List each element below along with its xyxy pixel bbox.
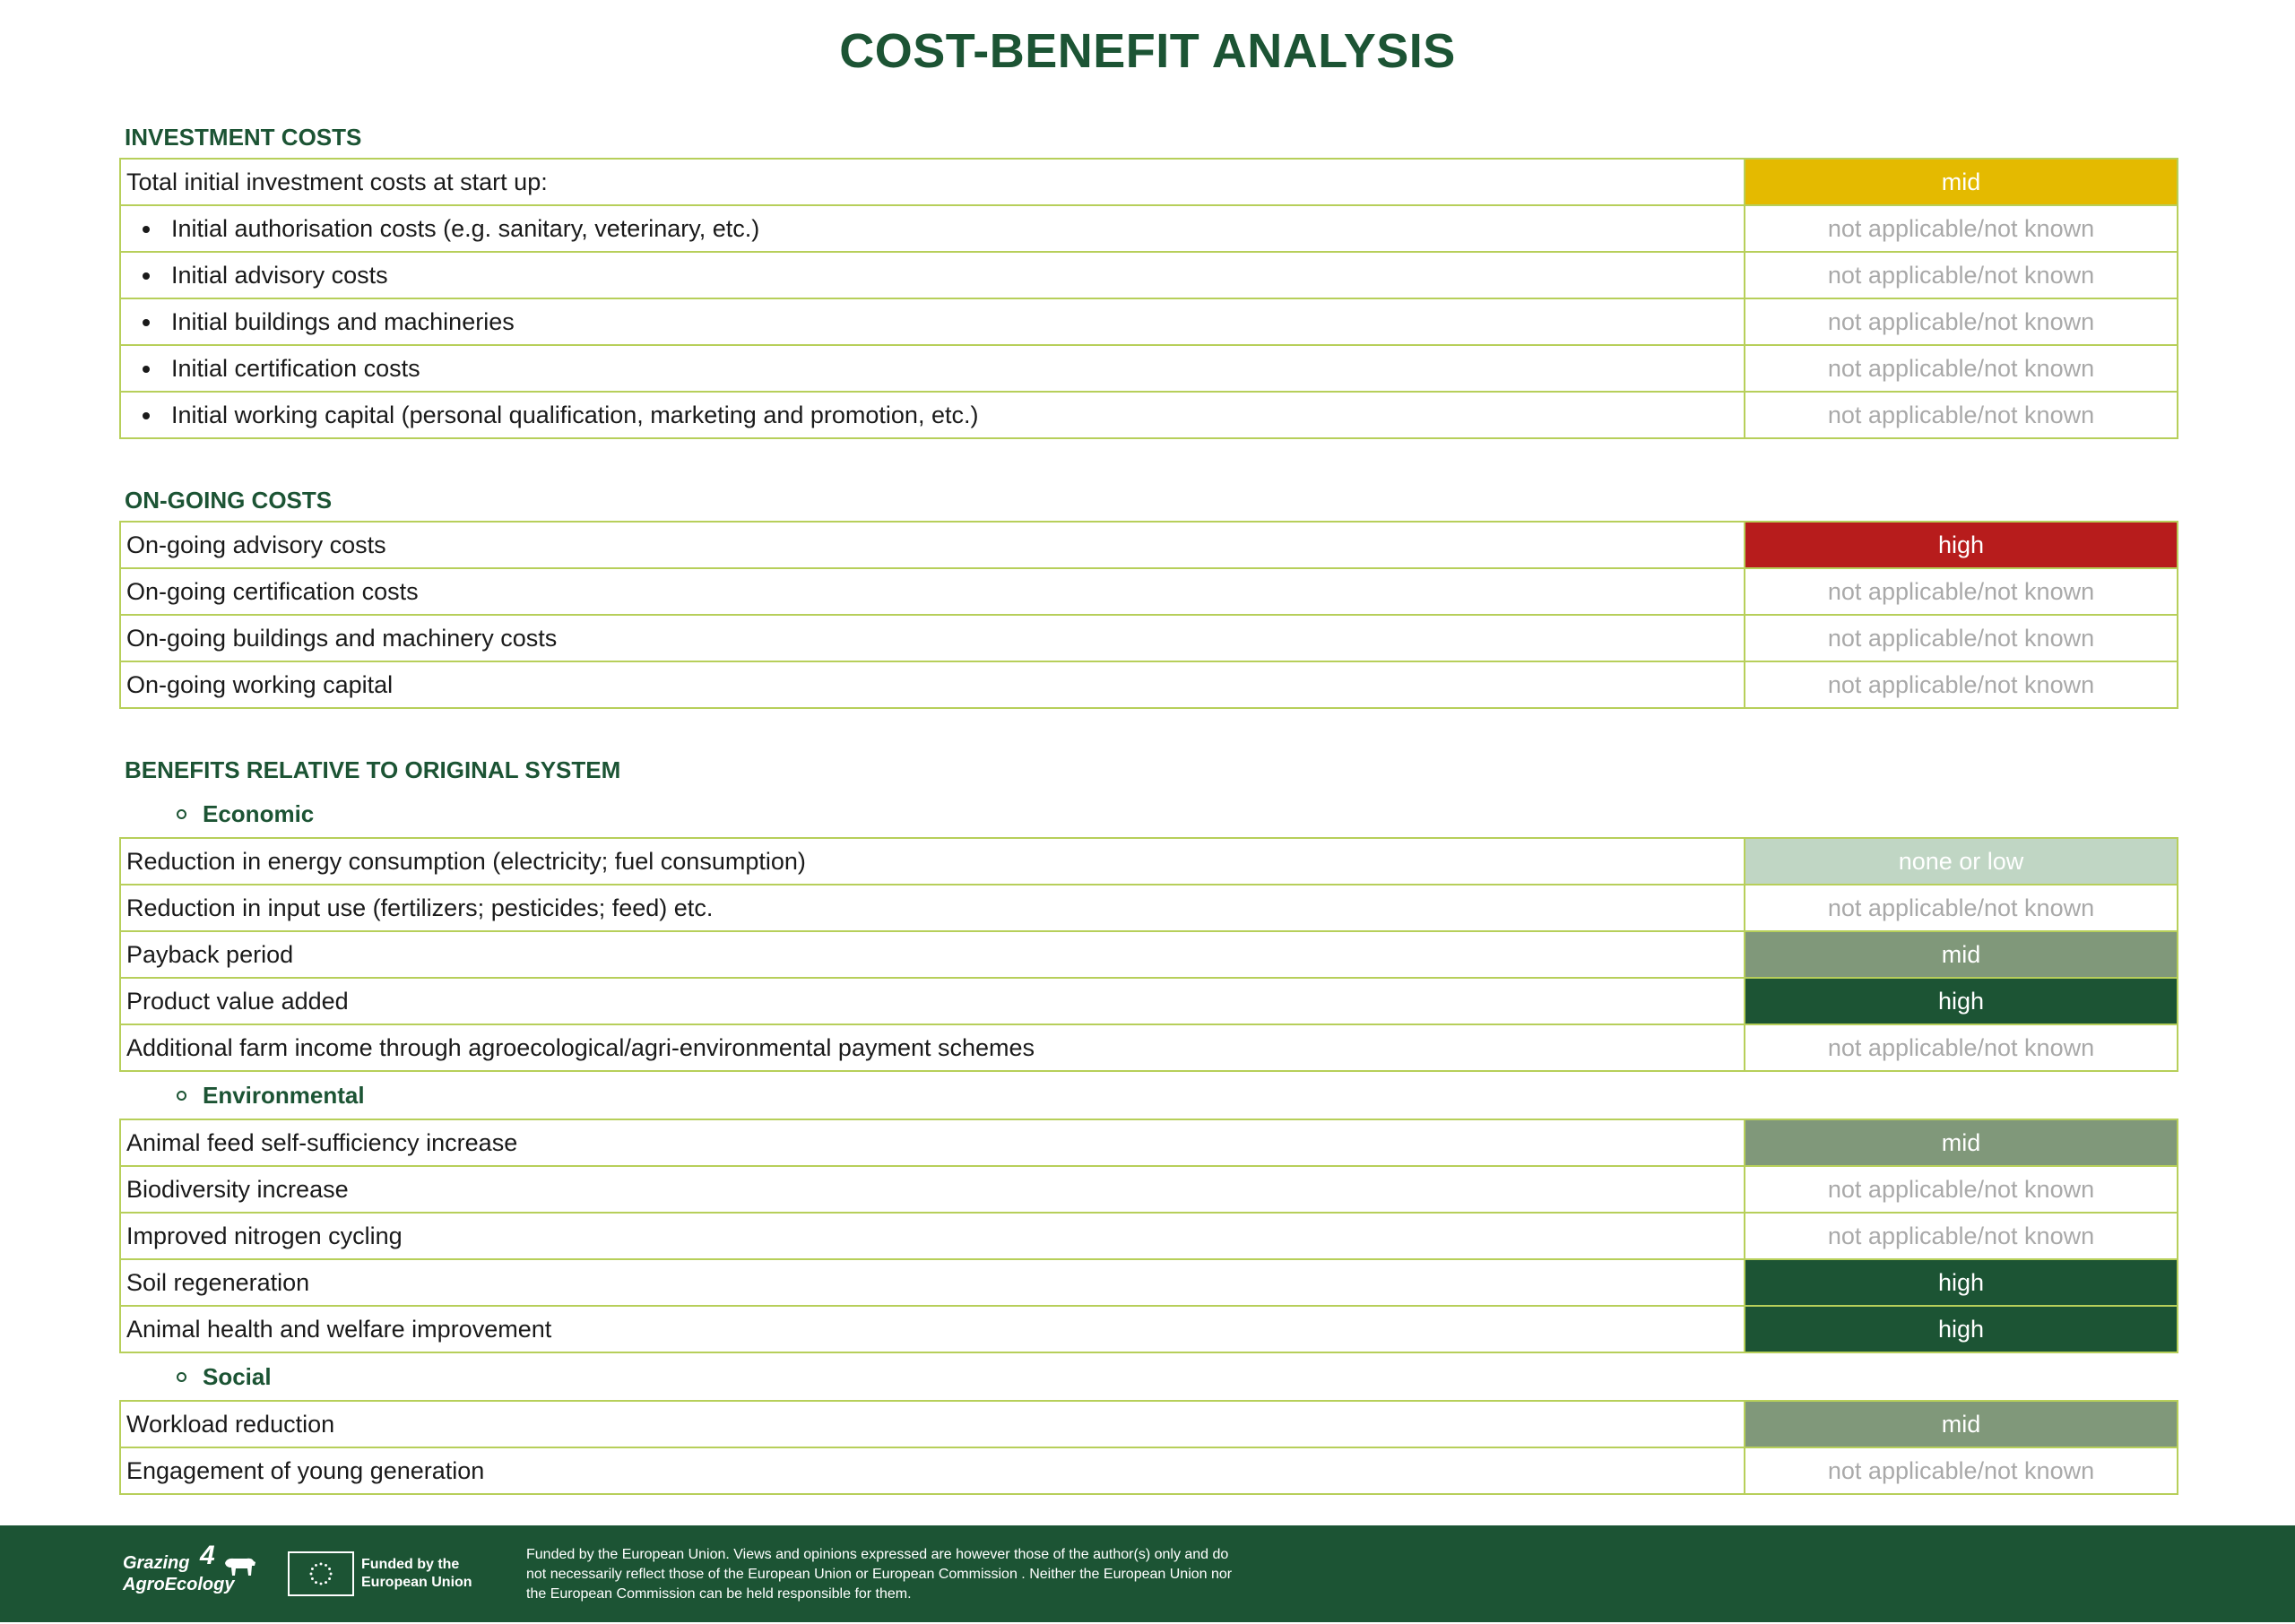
- investment-costs-heading: INVESTMENT COSTS: [125, 124, 362, 151]
- table-row: [120, 1306, 2178, 1352]
- social-subheading: [119, 1353, 2177, 1400]
- environmental-benefits-table: [119, 1119, 2178, 1353]
- rating-cell: not applicable/not known: [1745, 345, 2178, 392]
- circle-bullet-icon: [177, 1372, 186, 1382]
- row-label: Additional farm income through agroecological/agri-environmental payment schemes: [120, 1024, 1745, 1071]
- table-row: [120, 298, 2178, 345]
- eu-funded-label: Funded by the European Union: [361, 1557, 472, 1590]
- rating-cell: not applicable/not known: [1745, 615, 2178, 661]
- eu-disclaimer: Funded by the European Union. Views and opinions expressed are however those of the author(s) only and do not necessarily reflect those of the European Union or European Commission . Neither the European Union nor the European Commission can be held responsible for them.: [526, 1547, 1233, 1602]
- table-row: [120, 1447, 2178, 1494]
- table-row: [120, 392, 2178, 438]
- row-label: On-going working capital: [120, 661, 1745, 708]
- row-label: Animal feed self-sufficiency increase: [120, 1119, 1745, 1166]
- table-row: [120, 661, 2178, 708]
- row-label: Initial authorisation costs (e.g. sanitary, veterinary, etc.): [120, 205, 1745, 252]
- rating-cell: not applicable/not known: [1745, 568, 2178, 615]
- economic-subheading: [119, 790, 2177, 837]
- table-row: [120, 522, 2178, 568]
- table-row: [120, 931, 2178, 978]
- row-label: Soil regeneration: [120, 1259, 1745, 1306]
- economic-benefits-table: [119, 837, 2178, 1072]
- rating-cell: high: [1745, 1306, 2178, 1352]
- table-row: [120, 1166, 2178, 1213]
- row-label: Engagement of young generation: [120, 1447, 1745, 1494]
- rating-cell: not applicable/not known: [1745, 885, 2178, 931]
- table-row: [120, 1213, 2178, 1259]
- cow-icon: [221, 1554, 257, 1579]
- rating-cell: not applicable/not known: [1745, 392, 2178, 438]
- subheading-label: Environmental: [203, 1082, 365, 1109]
- circle-bullet-icon: [177, 809, 186, 819]
- rating-cell: high: [1745, 1259, 2178, 1306]
- rating-cell: not applicable/not known: [1745, 298, 2178, 345]
- row-label: Reduction in energy consumption (electricity; fuel consumption): [120, 838, 1745, 885]
- table-row: [120, 1119, 2178, 1166]
- rating-cell: high: [1745, 522, 2178, 568]
- table-row: [120, 345, 2178, 392]
- row-label: Initial certification costs: [120, 345, 1745, 392]
- rating-cell: mid: [1745, 1119, 2178, 1166]
- ongoing-costs-heading: ON-GOING COSTS: [125, 487, 333, 514]
- rating-cell: mid: [1745, 159, 2178, 205]
- investment-costs-table: [119, 158, 2178, 439]
- rating-cell: high: [1745, 978, 2178, 1024]
- row-label: On-going advisory costs: [120, 522, 1745, 568]
- row-label: Animal health and welfare improvement: [120, 1306, 1745, 1352]
- table-row: [120, 1259, 2178, 1306]
- row-label: Initial buildings and machineries: [120, 298, 1745, 345]
- footer-bar: [0, 1525, 2295, 1622]
- table-row: [120, 159, 2178, 205]
- rating-cell: none or low: [1745, 838, 2178, 885]
- benefits-heading: BENEFITS RELATIVE TO ORIGINAL SYSTEM: [125, 756, 621, 783]
- row-label: Initial working capital (personal qualification, marketing and promotion, etc.): [120, 392, 1745, 438]
- cost-benefit-content: [119, 113, 2177, 1495]
- table-row: [120, 838, 2178, 885]
- table-row: [120, 1024, 2178, 1071]
- row-label: Payback period: [120, 931, 1745, 978]
- logo-line1: Grazing: [123, 1553, 190, 1573]
- table-row: [120, 1401, 2178, 1447]
- row-label: Biodiversity increase: [120, 1166, 1745, 1213]
- table-row: [120, 615, 2178, 661]
- rating-cell: mid: [1745, 1401, 2178, 1447]
- subheading-label: Economic: [203, 800, 315, 827]
- eu-flag-icon: [288, 1551, 354, 1596]
- table-row: [120, 568, 2178, 615]
- environmental-subheading: [119, 1072, 2177, 1119]
- row-label: Workload reduction: [120, 1401, 1745, 1447]
- table-row: [120, 885, 2178, 931]
- page-title: COST-BENEFIT ANALYSIS: [839, 24, 1456, 78]
- rating-cell: not applicable/not known: [1745, 661, 2178, 708]
- logo-number: 4: [200, 1541, 215, 1570]
- row-label: Total initial investment costs at start up:: [120, 159, 1745, 205]
- subheading-label: Social: [203, 1363, 272, 1390]
- table-row: [120, 252, 2178, 298]
- table-row: [120, 978, 2178, 1024]
- row-label: On-going certification costs: [120, 568, 1745, 615]
- ongoing-costs-table: [119, 521, 2178, 709]
- social-benefits-table: [119, 1400, 2178, 1495]
- rating-cell: not applicable/not known: [1745, 1213, 2178, 1259]
- rating-cell: mid: [1745, 931, 2178, 978]
- row-label: On-going buildings and machinery costs: [120, 615, 1745, 661]
- row-label: Initial advisory costs: [120, 252, 1745, 298]
- rating-cell: not applicable/not known: [1745, 1447, 2178, 1494]
- row-label: Reduction in input use (fertilizers; pesticides; feed) etc.: [120, 885, 1745, 931]
- rating-cell: not applicable/not known: [1745, 1024, 2178, 1071]
- rating-cell: not applicable/not known: [1745, 1166, 2178, 1213]
- table-row: [120, 205, 2178, 252]
- circle-bullet-icon: [177, 1091, 186, 1101]
- rating-cell: not applicable/not known: [1745, 205, 2178, 252]
- logo-line2: AgroEcology: [123, 1575, 235, 1594]
- row-label: Improved nitrogen cycling: [120, 1213, 1745, 1259]
- row-label: Product value added: [120, 978, 1745, 1024]
- rating-cell: not applicable/not known: [1745, 252, 2178, 298]
